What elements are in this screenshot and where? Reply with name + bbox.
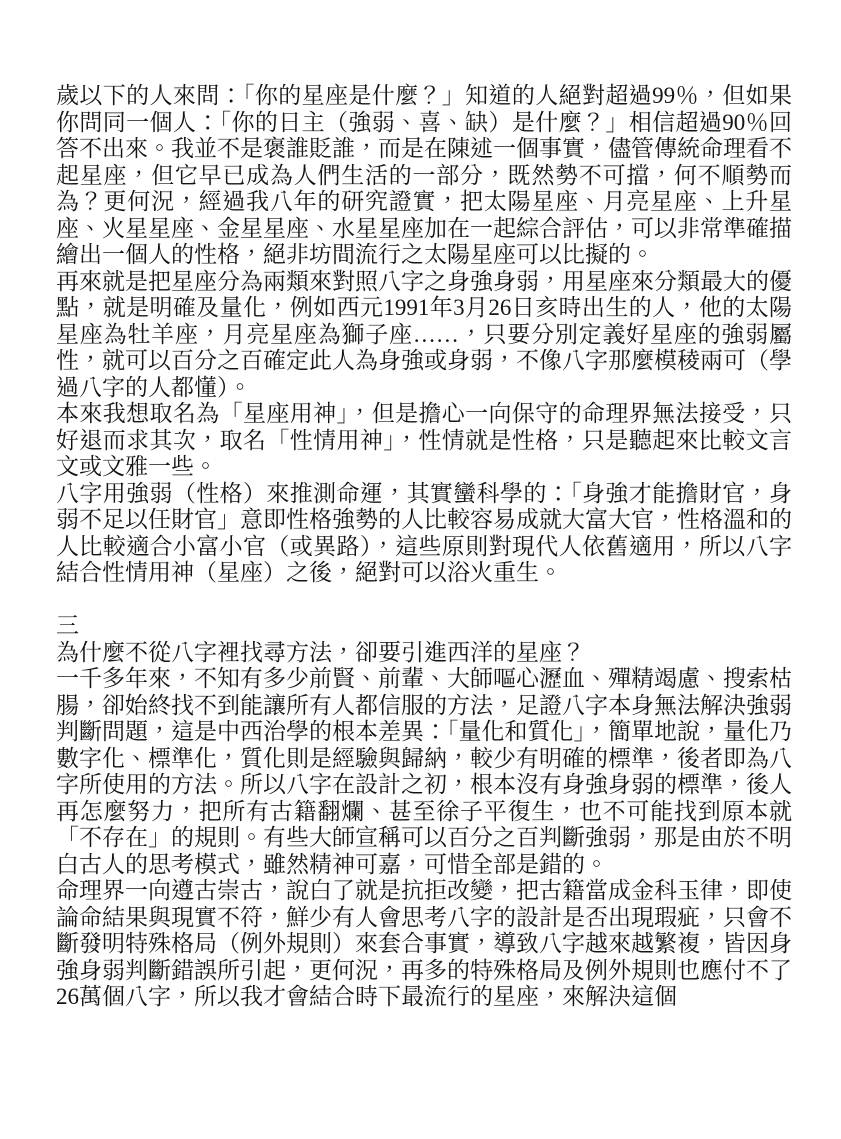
paragraph: 八字用強弱（性格）來推測命運，其實蠻科學的：「身強才能擔財官，身弱不足以任財官」意即性格強勢的人比較容易成就大富大官，性格溫和的人比較適合小富小官（或異路），這些原則對現代人依舊適用，所以八字結合性情用神（星座）之後，絕對可以浴火重生。 [56, 480, 792, 585]
paragraph: 為什麼不從八字裡找尋方法，卻要引進西洋的星座？ [56, 639, 585, 665]
text-block [56, 83, 792, 1011]
paragraph: 本來我想取名為「星座用神」，但是擔心一向保守的命理界無法接受，只好退而求其次，取名「性情用神」，性情就是性格，只是聽起來比較文言文或文雅一些。 [56, 401, 792, 479]
paragraph-spacer [56, 587, 792, 614]
section-number: 三 [56, 613, 79, 638]
paragraph: 歲以下的人來問：「你的星座是什麼？」知道的人絕對超過99％，但如果你問同一個人：「你的日主（強弱、喜、缺）是什麼？」相信超過90％回答不出來。我並不是褒誰貶誰，而是在陳述一個事實，儘管傳統命理看不起星座，但它早已成為人們生活的一部分，既然勢不可擋，何不順勢而為？更何況，經過我八年的研究證實，把太陽星座、月亮星座、上升星座、火星星座、金星星座、水星星座加在一起綜合評估，可以非常準確描繪出一個人的性格，絕非坊間流行之太陽星座可以比擬的。 [56, 83, 792, 267]
paragraph: 再來就是把星座分為兩類來對照八字之身強身弱，用星座來分類最大的優點，就是明確及量化，例如西元1991年3月26日亥時出生的人，他的太陽星座為牡羊座，月亮星座為獅子座……，只要分別定義好星座的強弱屬性，就可以百分之百確定此人為身強或身弱，不像八字那麼模稜兩可（學過八字的人都懂）。 [56, 268, 792, 400]
paragraph: 命理界一向遵古崇古，說白了就是抗拒改變，把古籍當成金科玉律，即使論命結果與現實不符，鮮少有人會思考八字的設計是否出現瑕疵，只會不斷發明特殊格局（例外規則）來套合事實，導致八字越來越繁複，皆因身強身弱判斷錯誤所引起，更何況，再多的特殊格局及例外規則也應付不了26萬個八字，所以我才會結合時下最流行的星座，來解決這個 [56, 878, 792, 1009]
paragraph: 一千多年來，不知有多少前賢、前輩、大師嘔心瀝血、殫精竭慮、搜索枯腸，卻始終找不到能讓所有人都信服的方法，足證八字本身無法解決強弱判斷問題，這是中西治學的根本差異：「量化和質化」，簡單地說，量化乃數字化、標準化，質化則是經驗與歸納，較少有明確的標準，後者即為八字所使用的方法。所以八字在設計之初，根本沒有身強身弱的標準，後人再怎麼努力，把所有古籍翻爛、甚至徐子平復生，也不可能找到原本就「不存在」的規則。有些大師宣稱可以百分之百判斷強弱，那是由於不明白古人的思考模式，雖然精神可嘉，可惜全部是錯的。 [56, 666, 792, 877]
